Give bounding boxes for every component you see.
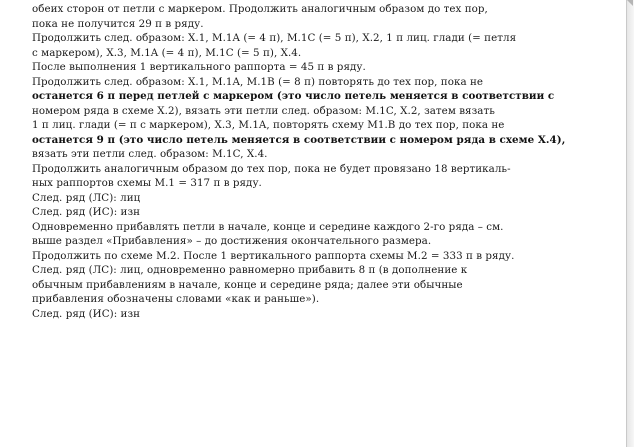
page-edge-shadow (627, 0, 634, 447)
text-line: прибавления обозначены словами «как и раньше»). (32, 293, 320, 305)
text-line: Продолжить след. образом: X.1, M.1A, M.1B (= 8 п) повторять до тех пор, пока не (32, 75, 484, 88)
text-line: Одновременно прибавлять петли в начале, конце и середине каждого 2-го ряда – см. (32, 220, 504, 233)
page-edge-line (626, 0, 627, 447)
text-line: вязать эти петли след. образом: M.1C, X.4. (32, 148, 268, 160)
text-line: Продолжить аналогичным образом до тех пор, пока не будет провязано 18 вертикаль- (32, 162, 511, 175)
text-line: обычным прибавлениям в начале, конце и середине ряда; далее эти обычные (32, 278, 463, 291)
text-line: После выполнения 1 вертикального раппорта = 45 п в ряду. (32, 61, 366, 73)
text-line: выше раздел «Прибавления» – до достижения окончательного размера. (32, 235, 432, 247)
text-line: След. ряд (ЛС): лиц (32, 191, 141, 204)
text-line: обеих сторон от петли с маркером. Продолжить аналогичным образом до тех пор, (32, 3, 488, 15)
text-line: ных раппортов схемы M.1 = 317 п в ряду. (32, 177, 262, 189)
text-line: След. ряд (ИС): изн (32, 307, 141, 320)
text-line: номером ряда в схеме X.2), вязать эти петли след. образом: M.1C, X.2, затем вязать (32, 104, 495, 117)
text-line: След. ряд (ИС): изн (32, 206, 141, 218)
text-line: пока не получится 29 п в ряду. (32, 17, 204, 30)
text-line: останется 9 п (это число петель меняется в соответствии с номером ряда в схеме X.4), (32, 133, 566, 146)
text-line: 1 п лиц. глади (= п с маркером), X.3, M.1A, повторять схему M1.B до тех пор, пока не (32, 119, 505, 131)
text-line: останется 6 п перед петлей с маркером (это число петель меняется в соответствии с (32, 90, 555, 102)
text-line: Продолжить след. образом: X.1, M.1A (= 4 п), M.1C (= 5 п), X.2, 1 п лиц. глади (= петля (32, 32, 517, 44)
knitting-instructions-text (32, 2, 617, 321)
page-corner-fold (627, 0, 633, 6)
text-line: Продолжить по схеме M.2. После 1 вертикального раппорта схемы M.2 = 333 п в ряду. (32, 249, 515, 262)
text-line: с маркером), X.3, M.1A (= 4 п), M.1C (= 5 п), X.4. (32, 46, 302, 59)
text-line: След. ряд (ЛС): лиц, одновременно равномерно прибавить 8 п (в дополнение к (32, 264, 468, 276)
